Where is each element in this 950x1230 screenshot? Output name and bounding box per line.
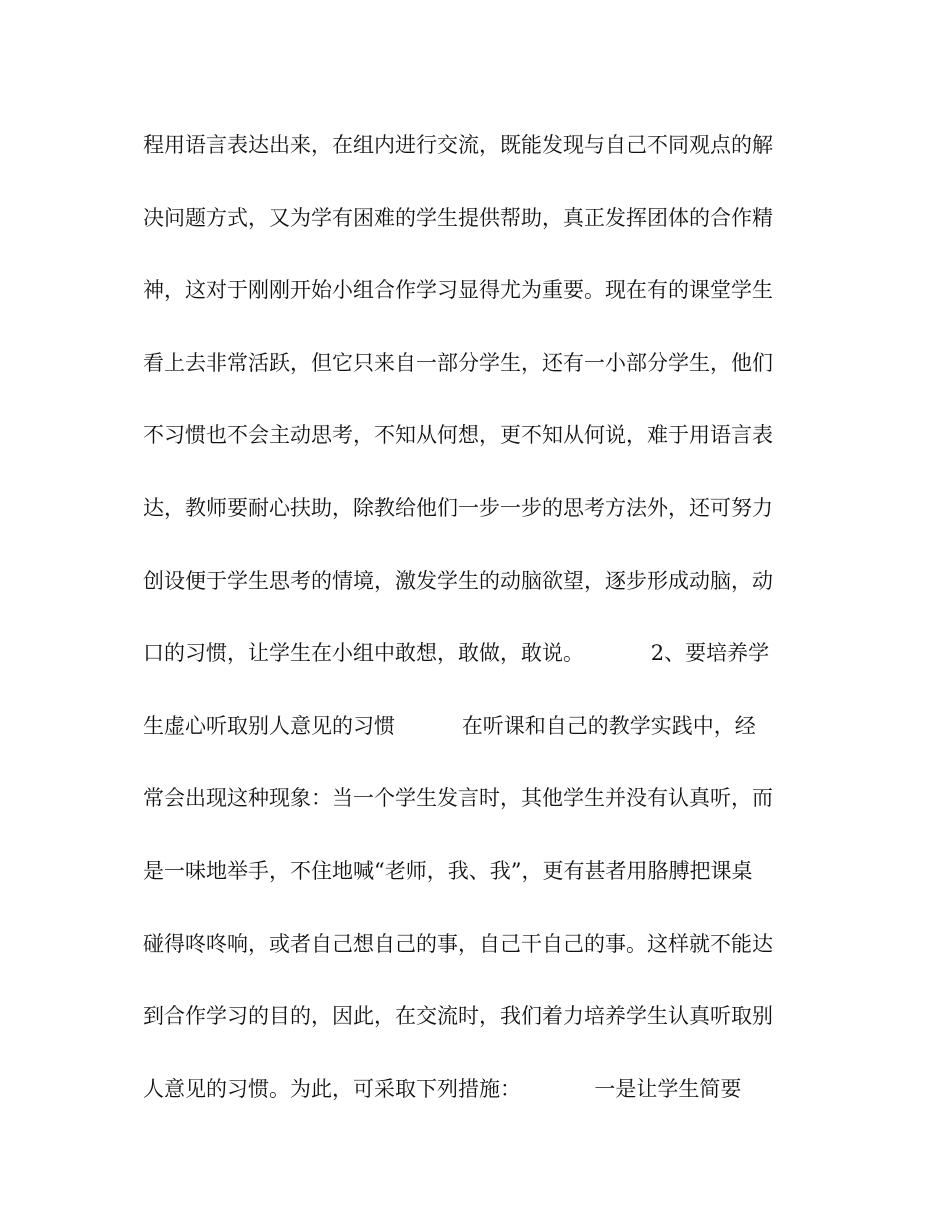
text-line: 程用语言表达出来，在组内进行交流，既能发现与自己不同观点的解 <box>143 133 773 157</box>
text-line: 决问题方式，又为学有困难的学生提供帮助，真正发挥团体的合作精 <box>143 205 773 230</box>
text-line: 到合作学习的目的，因此，在交流时，我们着力培养学生认真听取别 <box>143 1004 773 1029</box>
text-line: 常会出现这种现象：当一个学生发言时，其他学生并没有认真听，而 <box>143 786 773 811</box>
body-text <box>143 120 813 1136</box>
text-line: 不习惯也不会主动思考，不知从何想，更不知从何说，难于用语言表 <box>143 423 773 448</box>
text-line: 碰得咚咚响，或者自己想自己的事，自己干自己的事。这样就不能达 <box>143 931 773 956</box>
text-line: 口的习惯，让学生在小组中敢想，敢做，敢说。 2、要培养学 <box>143 641 770 666</box>
text-line: 达，教师要耐心扶助，除教给他们一步一步的思考方法外，还可努力 <box>143 495 773 520</box>
text-line: 创设便于学生思考的情境，激发学生的动脑欲望，逐步形成动脑，动 <box>143 568 773 593</box>
text-line: 是一味地举手，不住地喊“老师，我、我”，更有甚者用胳膊把课桌 <box>143 858 753 883</box>
text-line: 生虚心听取别人意见的习惯 在听课和自己的教学实践中，经 <box>143 713 756 738</box>
text-line: 神，这对于刚刚开始小组合作学习显得尤为重要。现在有的课堂学生 <box>143 278 773 303</box>
text-line: 人意见的习惯。为此，可采取下列措施： 一是让学生简要 <box>143 1076 742 1101</box>
text-line: 看上去非常活跃，但它只来自一部分学生，还有一小部分学生，他们 <box>143 350 773 375</box>
